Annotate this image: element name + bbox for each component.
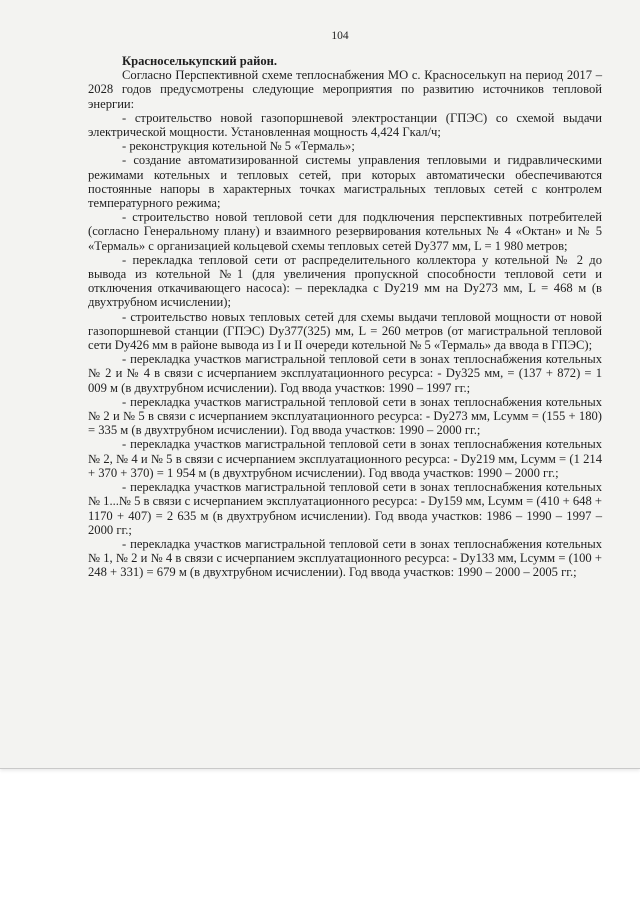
document-body — [88, 54, 602, 580]
list-item: - перекладка участков магистральной тепловой сети в зонах теплоснабжения котельных № 2 и № 4 в связи с исчерпанием эксплуатационного ресурса: - Dy325 мм, = (137 + 872) = 1 009 м (в двухтрубном исчислении). Год ввода участков: 1990 – 1997 гг.; — [88, 352, 602, 395]
list-item: - перекладка участков магистральной тепловой сети в зонах теплоснабжения котельных № 1, № 2 и № 4 в связи с исчерпанием эксплуатационного ресурса: - Dy133 мм, Lсумм = (100 + 248 + 331) = 679 м (в двухтрубном исчислении). Год ввода участков: 1990 – 2000 – 2005 гг.; — [88, 536, 602, 580]
list-item: - строительство новой тепловой сети для подключения перспективных потребителей (согласно Генеральному плану) и взаимного резервирования котельных № 4 «Октан» и № 5 «Термаль» с организацией кольцевой схемы тепловых сетей Dy377 мм, L = 1 980 метров; — [88, 210, 602, 253]
intro-paragraph: Согласно Перспективной схеме теплоснабжения МО с. Красноселькуп на период 2017 – 2028 годов предусмотрены следующие мероприятия по развитию источников тепловой энергии: — [88, 68, 602, 111]
section-title: Красноселькупский район. — [122, 54, 278, 68]
list-item: - перекладка участков магистральной тепловой сети в зонах теплоснабжения котельных № 2 и № 5 в связи с исчерпанием эксплуатационного ресурса: - Dy273 мм, Lсумм = (155 + 180) = 335 м (в двухтрубном исчислении). Год ввода участков: 1990 – 2000 гг.; — [88, 394, 602, 438]
list-item: - строительство новых тепловых сетей для схемы выдачи тепловой мощности от новой газопоршневой станции (ГПЭС) Dy377(325) мм, L = 260 метров (от магистральной тепловой сети Dy426 мм в районе вывода из I и II очереди котельной № 5 «Термаль» да ввода в ГПЭС); — [88, 309, 602, 353]
list-item: - перекладка участков магистральной тепловой сети в зонах теплоснабжения котельных № 1...№ 5 в связи с исчерпанием эксплуатационного ресурса: - Dy159 мм, Lсумм = (410 + 648 + 1170 + 407) = 2 635 м (в двухтрубном исчислении). Год ввода участков: 1986 – 1990 – 1997 – 2000 гг.; — [88, 480, 602, 537]
list-item: - перекладка тепловой сети от распределительного коллектора у котельной № 2 до вывода из котельной №1 (для увеличения пропускной способности тепловой сети и отключения откачивающего насоса): – перекладка с Dy219 мм на Dy273 мм, L = 468 м (в двухтрубном исчислении); — [88, 252, 602, 310]
list-item: - перекладка участков магистральной тепловой сети в зонах теплоснабжения котельных № 2, № 4 и № 5 в связи с исчерпанием эксплуатационного ресурса: - Dy219 мм, Lсумм = (1 214 + 370 + 370) = 1 954 м (в двухтрубном исчислении). Год ввода участков: 1990 – 2000 гг.; — [88, 437, 602, 480]
page-number: 104 — [331, 30, 349, 42]
list-item: - реконструкция котельной № 5 «Термаль»; — [122, 139, 355, 154]
list-item: - строительство новой газопоршневой электростанции (ГПЭС) со схемой выдачи электрической мощности. Установленная мощность 4,424 Гкал/ч; — [88, 110, 602, 140]
list-item: - создание автоматизированной системы управления тепловыми и гидравлическими режимами котельных и тепловых сетей, при которых автоматически обеспечиваются постоянные напоры в характерных точках магистральных тепловых сетей с контролем температурного режима; — [88, 153, 602, 211]
